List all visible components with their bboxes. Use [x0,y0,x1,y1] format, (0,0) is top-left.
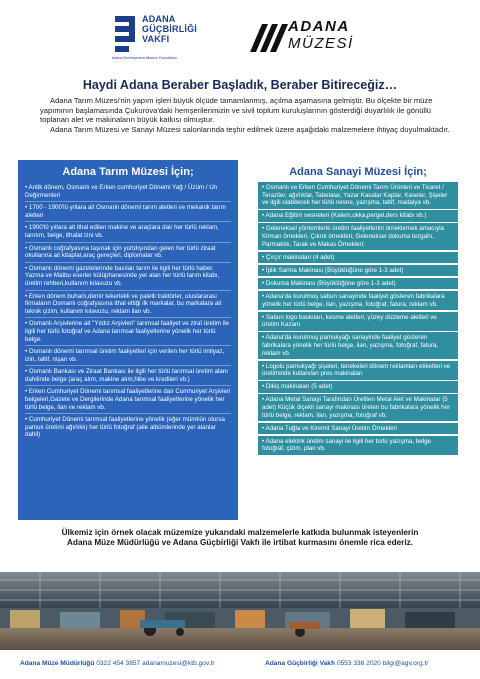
list-item: • Osmanlı dönemi tarımsal üretim faaliyetleri için verilen her türlü imtiyaz, izin, taltif, nişan vb. [25,345,231,365]
sanayi-muzesi-panel [252,160,464,520]
list-item: • Osmanlı dönemi gazetelerinde basılan tarım ile ilgili her türlü haber, Yazma ve Matbu eserler kütüphanesinde yer alan her türlü tarım kitabı, üretim rehberi,kullanım kılavuzu vb. [25,262,231,290]
agv-logo [112,12,222,64]
list-item: • Adana elektrik üretim sanayi ile ilgili her türlü yazışma, belge fotoğraf, çizim, plan vb. [258,436,458,455]
list-item: • Adana'da kurulmuş pamukyağı sanayinde faaliyet gösteren fabrikalara yönelik her türlü belge, ilan, yazışma, fotoğraf, fatura, reklam vb. [258,332,458,359]
intro-paragraph-2: Adana Tarım Müzesi ve Sanayi Müzesi salonlarında teşhir edilmek üzere aşağıdaki malzemelere ihtiyaç duyulmaktadır. [50,124,450,134]
agv-logo-subtitle: Adana Development Alliance Foundation [112,56,177,60]
museum-logo-line2: MÜZESİ [288,35,354,52]
contact-note-line1: Ülkemiz için örnek olacak müzemize yukarıdaki malzemelerle katkıda bulunmak isteyenlerin [61,528,419,537]
list-item: • Osmanlı ve Erken Cumhuriyet Dönemi Tarım Ürünleri ve Ticaret / Teraziler, ağırlıklar, Tabelalar, Yazar Kasalar Kaplar, Kaseler, Şişeler ve ilgili olabilecek her türlü nesne, yazışma, taltif, madalya vb. [258,182,458,209]
list-item: • Adana Eğitim nesneleri (Kalem,okka,pergel,ders kitabı vb.) [258,210,458,222]
footer [0,657,480,673]
list-item: • Logolu pamukyağı şişeleri, tenekeleri dönem reklamları etiketleri ve üretiminde kullanılan pres makinaları [258,361,458,380]
contact-note-line2: Adana Müze Müdürlüğü ve Adana Güçbirliği Vakfı ile irtibat kurmasını önemle rica ederiz. [67,538,413,547]
list-item: • Erken dönem buharlı,demir tekerlekli ve paletli traktörler, uluslararası firmaların Osmanlı coğrafyasına ithal ettiği ilk markalar, bu markalara ait teknik çizim, kullanım kılavuzu, reklam ilan vb. [25,290,231,318]
list-item: • Adana Metal Sanayi Tarafından Üretilen Metal Alet ve Makinalar (5 adet) Küçük ölçekli sanayi makinası üreten bu fabrikalara yönelik her türlü belge, reklam, ilan, yazışma, fotoğraf vb. [258,394,458,421]
intro-text [40,96,455,134]
agv-logo-line3: VAKFI [142,34,170,44]
list-item: • Osmanlı Arşivlerine ait "Yıldız Arşivleri" tarımsal faaliyet ve ziraî üretim ile ilgili her türlü fotoğraf ve Adana tarımsal faaliyetlerine yönelik her türlü belge. [25,317,231,345]
footer-agv-contact [265,660,428,667]
tarim-muzesi-panel [18,160,238,520]
list-item: • Dokuma Makinası (Büyüklüğüne göre 1-3 adet) [258,278,458,290]
tarim-muzesi-list [25,182,231,441]
footer-museum-contact [20,660,215,667]
footer-museum-email[interactable]: adanamuzesi@ktb.gov.tr [142,660,215,667]
adana-muzesi-logo [248,16,378,56]
list-item: • Çırçır makinaları (4 adet) [258,252,458,264]
museum-logo-line1: ADANA [288,18,350,35]
museum-interior-photo [0,572,480,650]
list-item: • İplik Sarma Makinası (Büyüklüğüne göre 1-3 adet) [258,265,458,277]
sanayi-muzesi-title: Adana Sanayi Müzesi İçin; [289,166,427,178]
footer-agv-name: Adana Güçbirliği Vakfı [265,660,335,667]
footer-museum-phone[interactable]: 0322 454 3857 [96,660,141,667]
museum-interior-illustration [0,572,480,650]
agv-logo-line1: ADANA [142,14,176,24]
list-item: • Erken Cumhuriyet Dönemi tarımsal faaliyetlerine dair Cumhuriyet Arşivleri belgeleri,Gazete ve Dergilerinde Adana tarımsal faaliyetlerine yönelik her türlü belge, ilan ve reklam vb. [25,385,231,413]
list-item: • Geleneksel yöntemlerle üretim faaliyetlerini örneklemek amacıyla Kirman örnekleri, Çıkrık örnekleri, Geleneksel dokuma tezgahı, Parmaklık, Tarak ve Makas Örnekleri; [258,223,458,250]
header [0,0,480,72]
list-item: • Antik dönem, Osmanlı ve Erken cumhuriyet Dönemi Yağ / Üzüm / Un Değirmenleri [25,184,218,199]
intro-paragraph-1: Adana Tarım Müzesi'nin yapım işleri büyük ölçüde tamamlanmış, açılma aşamasına gelmiştir. Bu ölçekte bir müze yapımının başlamasında Çukurova'daki hemşerilerimizin ve sivil toplum kuruluşlarının gösterdiği duyarlılık ile gönüllü toplanan alet ve makinaların büyük katkısı olmuştur. [40,96,433,125]
headline: Haydi Adana Beraber Başladık, Beraber Bitireceğiz… [82,78,398,92]
list-item: • Adana Tuğla ve Kiremit Sanayi Üretim Örnekleri [258,423,458,435]
footer-agv-email[interactable]: bilgi@agv.org.tr [382,660,429,667]
list-item: • Cumhuriyet Dönemi tarımsal faaliyetlerine yönelik (eğer mümkün olursa pamuk üretimi ağırlıklı) her türlü fotoğraf (aile albümlerinde yer alanlar dahil) [25,413,231,441]
museum-logo-mark-icon [248,18,292,54]
agv-logo-mark-icon [112,14,138,54]
list-item: • Osmanlı coğrafyasına taşınak için yurtdışından gelen her türlü ziraat okullarına ait kitaplar,araç gereçleri, diplomalar vb. [25,242,231,262]
footer-agv-phone[interactable]: 0553 338 2020 [336,660,381,667]
sanayi-muzesi-list [258,182,458,455]
list-item: • 1700 - 1900'lü yıllara ait Osmanlı dönemi tarım aletleri ve mekanik tarım aletleri [25,201,231,221]
tarim-muzesi-title: Adana Tarım Müzesi İçin; [62,166,194,178]
contact-note [0,528,480,548]
list-item: • Adana'da kurulmuş sabun sanayinde faaliyet gösteren fabrikalara yönelik her türlü belge, ilan, yazışma, fotoğraf, fatura, reklam vb. [258,291,458,310]
list-item: • Sabun logo baskıları, kesme aletleri, yüzey düzleme aletleri ve üretim Kazanı [258,312,458,331]
list-item: • Osmanlı Bankası ve Ziraat Bankası ile ilgili her türlü tarımsal üretim alanı dahilinde belge (araç alım, makine alım,hibe ve kredileri vb.) [25,365,231,385]
agv-logo-line2: GÜÇBİRLİĞİ [142,24,197,34]
list-item: • 1900'lü yıllara ait ithal edilen makine ve araçlara dair her türlü reklam, tanıtım, belge, ithalat izni vb. [25,221,231,241]
list-item: • Dikiş makinaları (5 adet) [258,381,458,393]
footer-museum-name: Adana Müze Müdürlüğü [20,660,95,667]
